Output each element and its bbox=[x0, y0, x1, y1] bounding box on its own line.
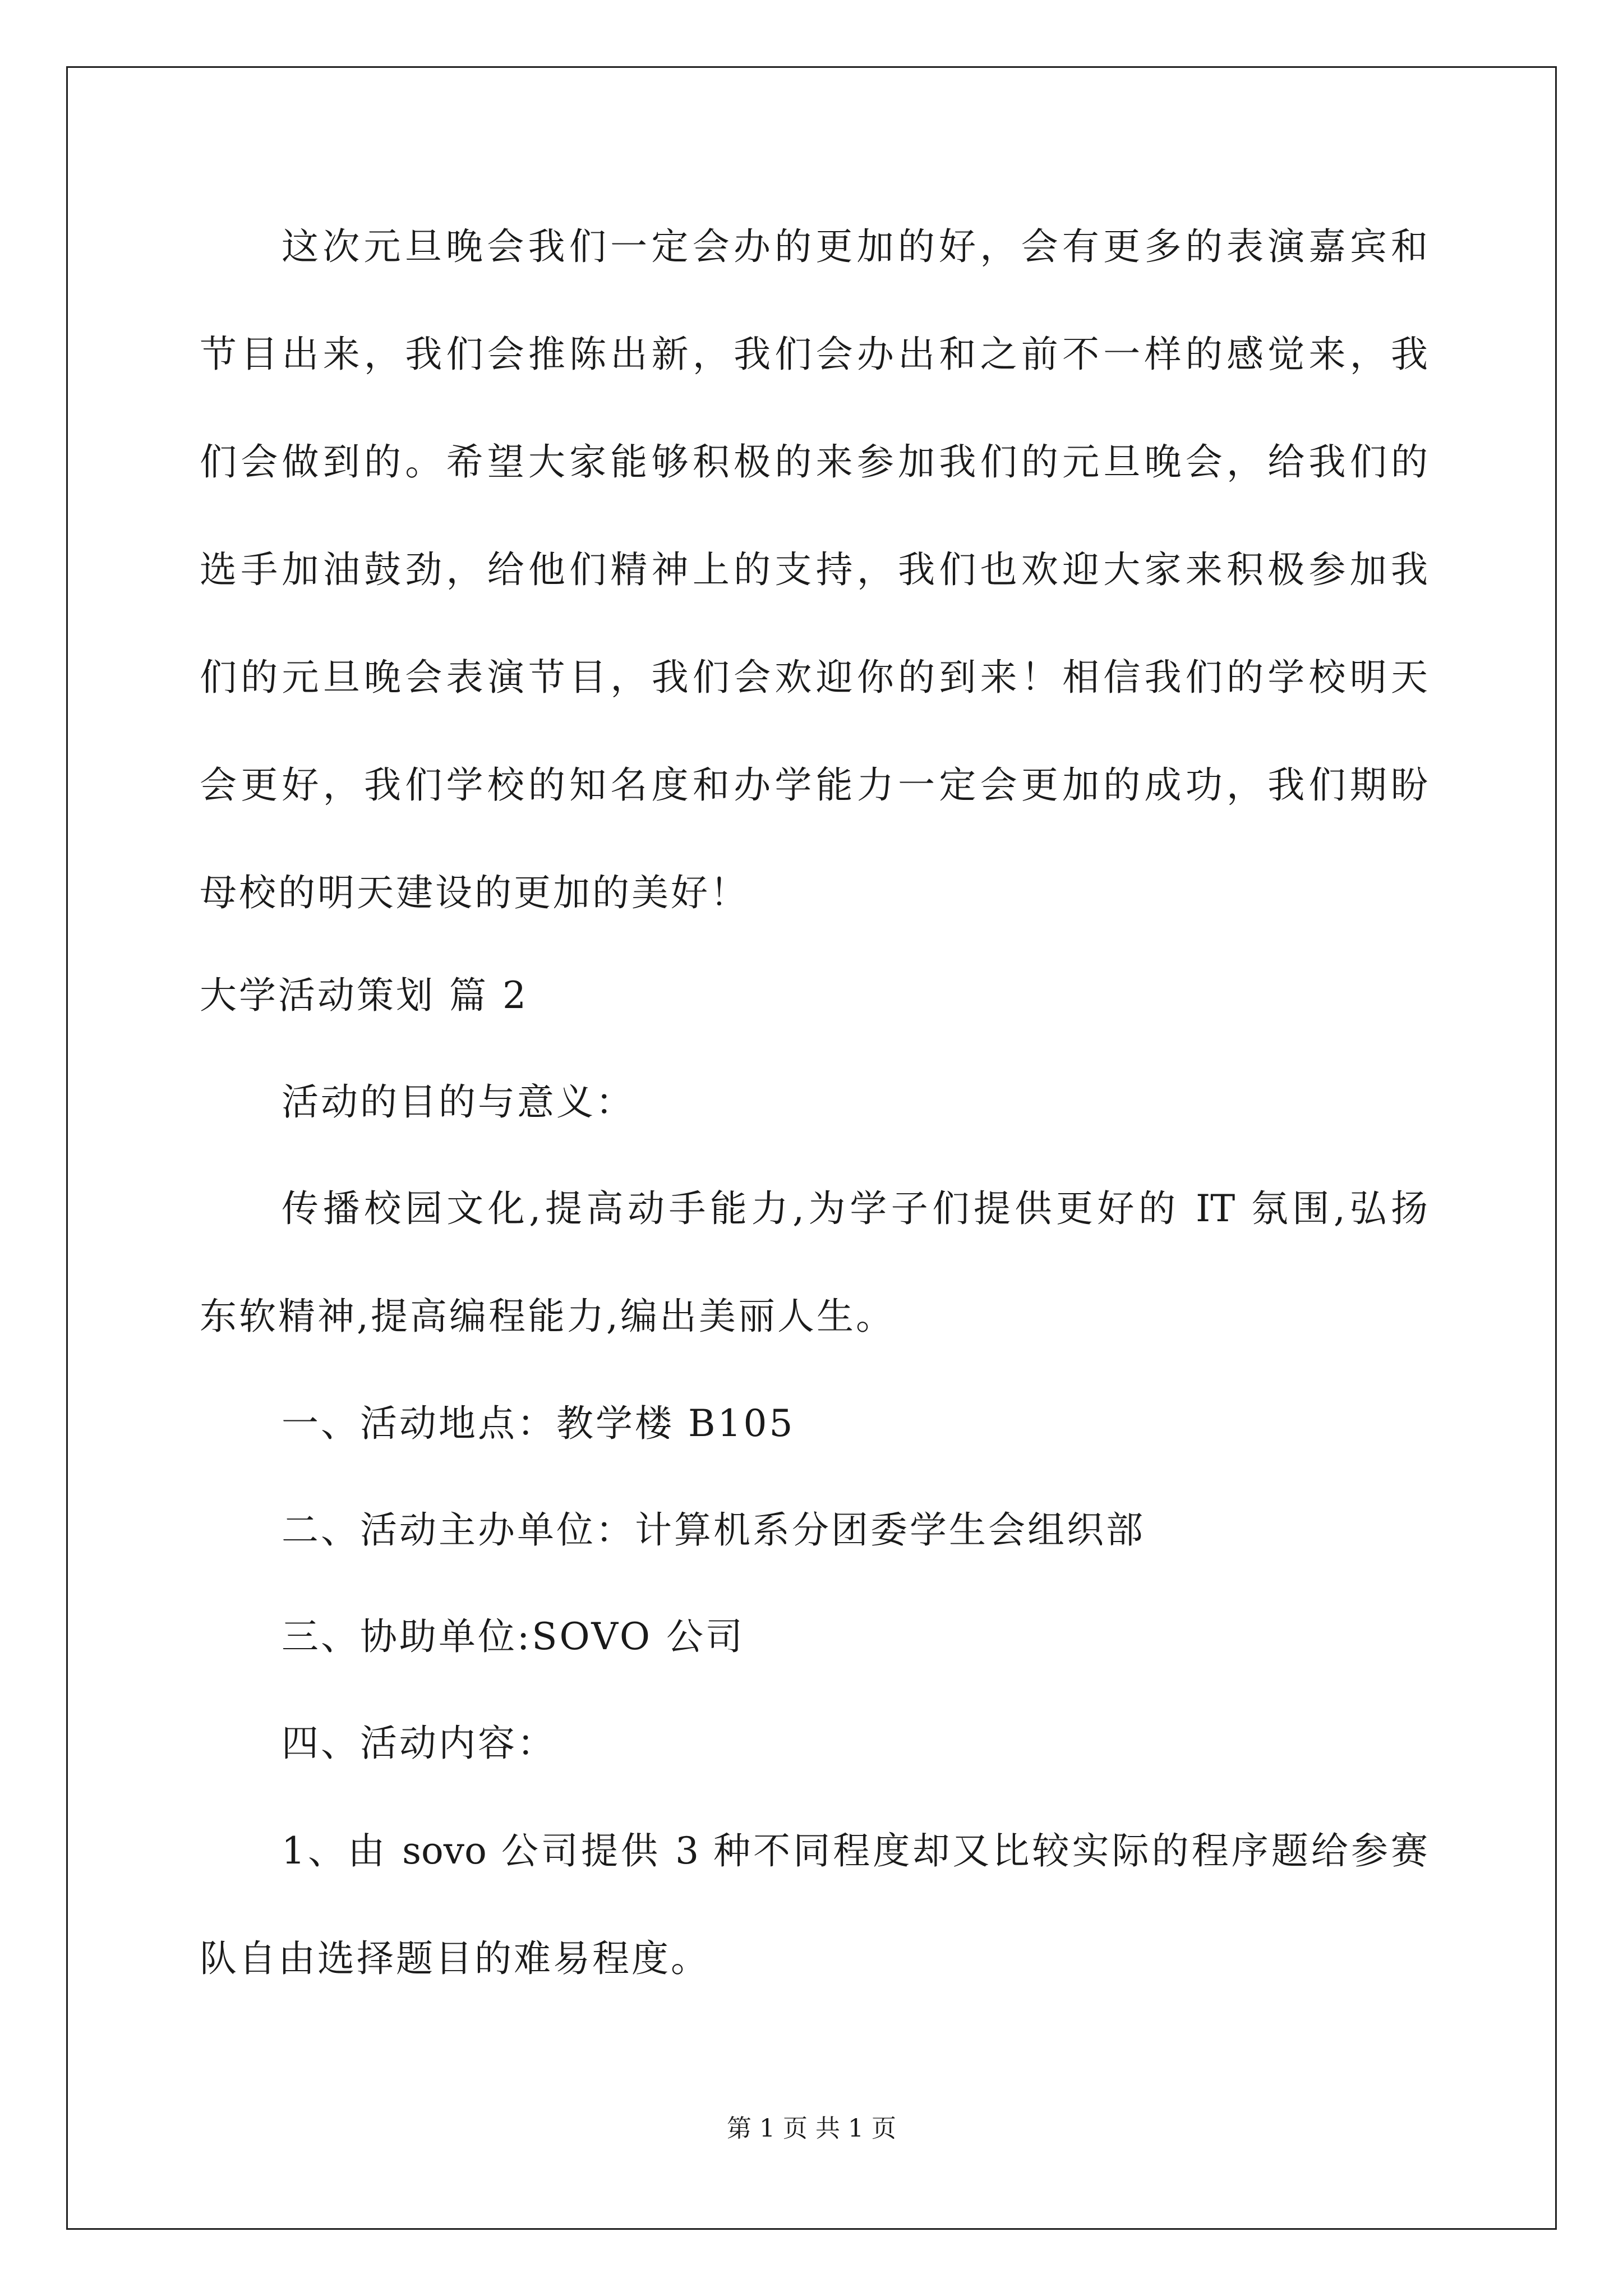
paragraph-line: 们的元旦晚会表演节目，我们会欢迎你的到来！相信我们的学校明天 bbox=[200, 656, 1428, 699]
list-item-assistant: 三、协助单位:SOVO 公司 bbox=[282, 1615, 745, 1658]
content-line: 1、由 sovo 公司提供 3 种不同程度却又比较实际的程序题给参赛 bbox=[282, 1829, 1428, 1872]
paragraph-line: 节目出来，我们会推陈出新，我们会办出和之前不一样的感觉来，我 bbox=[200, 333, 1428, 376]
paragraph-line: 会更好，我们学校的知名度和办学能力一定会更加的成功，我们期盼 bbox=[200, 763, 1428, 807]
paragraph-line: 这次元旦晚会我们一定会办的更加的好，会有更多的表演嘉宾和 bbox=[282, 225, 1428, 268]
list-item-organizer: 二、活动主办单位：计算机系分团委学生会组织部 bbox=[282, 1508, 1145, 1552]
section-title: 大学活动策划 篇 2 bbox=[200, 974, 528, 1017]
page-number: 第 1 页 共 1 页 bbox=[727, 2114, 896, 2143]
paragraph-line: 选手加油鼓劲，给他们精神上的支持，我们也欢迎大家来积极参加我 bbox=[200, 548, 1428, 591]
purpose-line: 传播校园文化,提高动手能力,为学子们提供更好的 IT 氛围,弘扬 bbox=[282, 1187, 1428, 1230]
purpose-heading: 活动的目的与意义： bbox=[282, 1080, 635, 1124]
content-line: 队自由选择题目的难易程度。 bbox=[200, 1937, 710, 1980]
paragraph-line: 们会做到的。希望大家能够积极的来参加我们的元旦晚会，给我们的 bbox=[200, 440, 1428, 484]
list-item-location: 一、活动地点：教学楼 B105 bbox=[282, 1402, 795, 1445]
list-item-content-heading: 四、活动内容： bbox=[282, 1722, 556, 1765]
page-border bbox=[66, 66, 1557, 2230]
purpose-line: 东软精神,提高编程能力,编出美丽人生。 bbox=[200, 1295, 895, 1338]
paragraph-line: 母校的明天建设的更加的美好！ bbox=[200, 871, 749, 914]
